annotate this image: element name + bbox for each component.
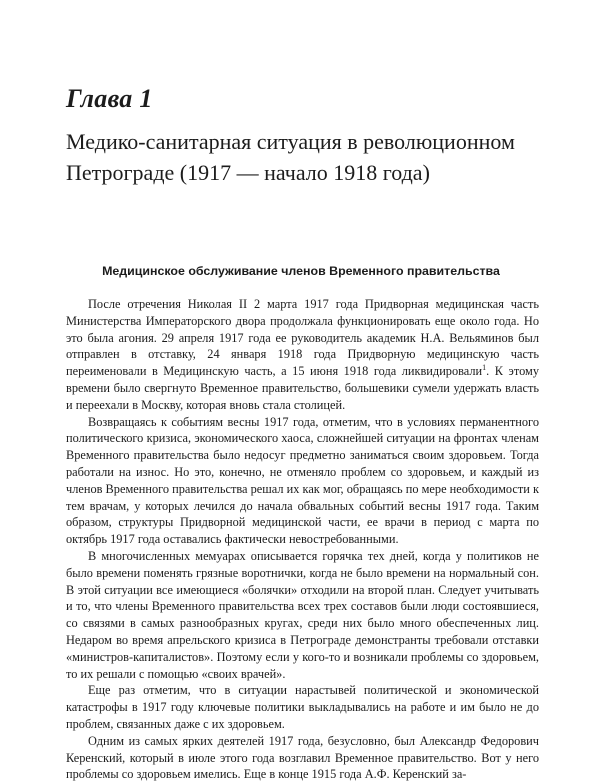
chapter-title: Медико-санитарная ситуация в революционном Петрограде (1917 — начало 1918 года) [66, 129, 515, 185]
paragraph: Одним из самых ярких деятелей 1917 года, безусловно, был Александр Федорович Керенский, который в июле этого года возглавил Временное правительство. Вот у него проблемы со здоровьем имелись. Еще в конце 1915 года А.Ф. Керенский за- [66, 733, 539, 782]
chapter-label: Глава 1 [66, 84, 153, 113]
paragraph: Еще раз отметим, что в ситуации нарастывей политической и экономической катастрофы в 1917 году ключевые политики выкладывались на работе и им было не до проблем, связанных даже с их здоровьем. [66, 683, 539, 731]
paragraph [66, 296, 539, 414]
paragraph-text: . К этому времени было свергнуто Временное правительство, большевики сумели удержать власть и переехали в Москву, которая вновь стала столицей. [66, 364, 539, 412]
paragraph-text: После отречения Николая II 2 марта 1917 года Придворная медицинская часть Министерства Императорского двора продолжала функционировать еще около года. Но это была агония. 29 апреля 1917 года ее руководитель академик Н.А. Вельяминов был отправлен в отставку, 24 января 1918 года Придворную медицинскую часть переименовали в Медицинскую часть, а 15 июня 1918 года ликвидировали [66, 297, 539, 379]
paragraph: Возвращаясь к событиям весны 1917 года, отметим, что в условиях перманентного политического кризиса, экономического хаоса, сложнейшей ситуации на фронтах членам Временного правительства было недосуг предметно заниматься своим здоровьем. Тогда работали на износ. Но это, конечно, не отменяло проблем со здоровьем, и каждый из членов Временного правительства решал их как мог, обращаясь по мере необходимости к тем врачам, у которых лечился до начала обвальных событий весны 1917 года. Таким образом, структуры Придворной медицинской части, ее врачи в период с марта по октябрь 1917 года оставались фактически невостребованными. [66, 414, 539, 547]
footnote-marker[interactable]: 1 [482, 363, 487, 373]
body-text [66, 296, 539, 783]
paragraph: В многочисленных мемуарах описывается горячка тех дней, когда у политиков не было времени поменять грязные воротнички, когда не было времени на нормальный сон. В этой ситуации все имеющиеся «болячки» отходили на второй план. Следует учитывать и то, что члены Временного правительства всех трех составов были люди состоявшиеся, со связями в самых разнообразных кругах, среди них было много обеспеченных лиц. Недаром во время апрельского кризиса в Петрограде демонстранты требовали отставки «министров-капиталистов». Поэтому если у кого-то и возникали проблемы со здоровьем, то их решали с помощью «своих врачей». [66, 548, 539, 681]
section-heading: Медицинское обслуживание членов Временного правительства [102, 264, 500, 278]
